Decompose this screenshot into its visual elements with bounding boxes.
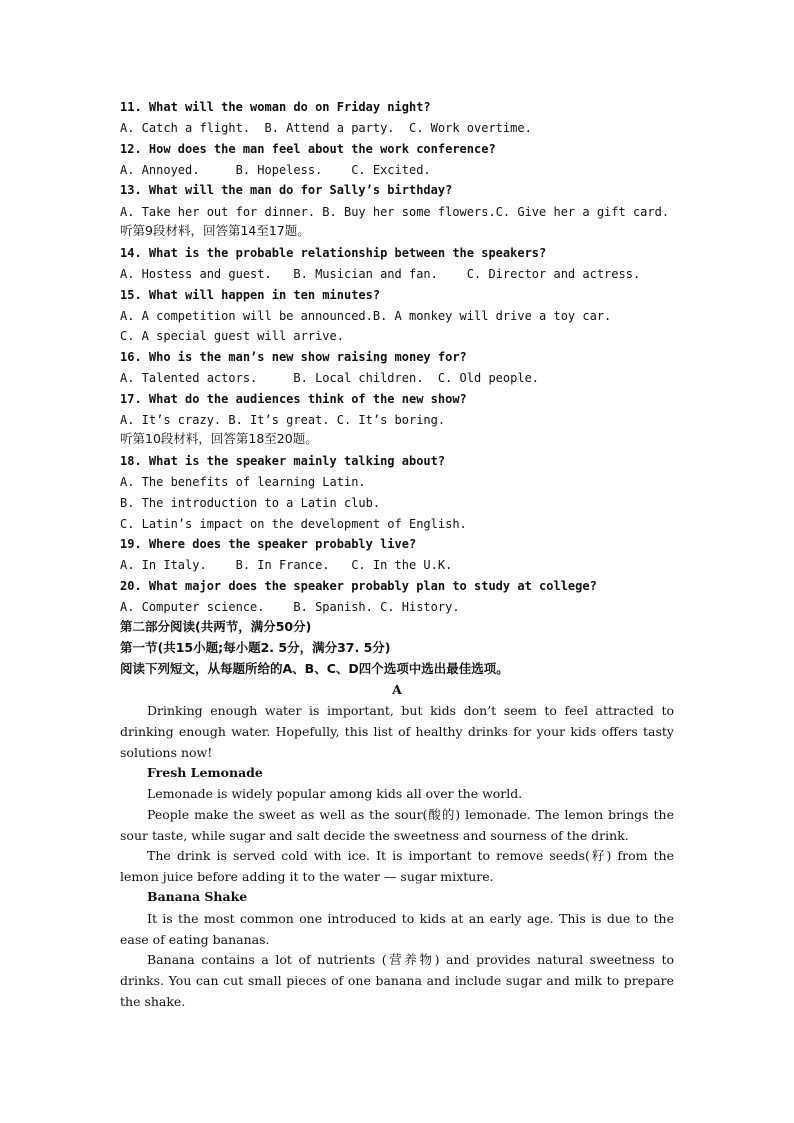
section-one-title: 第一节(共15小题;每小题2. 5分，满分37. 5分) bbox=[120, 640, 391, 655]
question-18-option-b: B. The introduction to a Latin club. bbox=[120, 496, 381, 510]
question-12-options: A. Annoyed. B. Hopeless. C. Excited. bbox=[120, 163, 431, 177]
question-15-options-line2: C. A special guest will arrive. bbox=[120, 329, 344, 343]
question-12-stem: 12. How does the man feel about the work conference? bbox=[120, 142, 496, 156]
question-11-options: A. Catch a flight. B. Attend a party. C. Work overtime. bbox=[120, 121, 532, 135]
question-16-stem: 16. Who is the man’s new show raising money for? bbox=[120, 350, 467, 364]
question-16-options: A. Talented actors. B. Local children. C. Old people. bbox=[120, 371, 540, 385]
passage-intro: Drinking enough water is important, but kids don’t seem to feel attracted to drinking enough water. Hopefully, this list of healthy drinks for your kids offers tasty solutions now! bbox=[120, 703, 674, 760]
question-20-options: A. Computer science. B. Spanish. C. History. bbox=[120, 600, 460, 614]
banana-paragraph-2: Banana contains a lot of nutrients (营养物) and provides natural sweetness to drinks. You can cut small pieces of one banana and include sugar and milk to prepare the shake. bbox=[120, 952, 674, 1009]
lemonade-paragraph-2: People make the sweet as well as the sour(酸的) lemonade. The lemon brings the sour taste, while sugar and salt decide the sweetness and sourness of the drink. bbox=[120, 807, 674, 843]
banana-paragraph-1: It is the most common one introduced to kids at an early age. This is due to the ease of eating bananas. bbox=[120, 911, 674, 947]
instruction-material-9: 听第9段材料，回答第14至17题。 bbox=[120, 223, 310, 238]
question-18-option-c: C. Latin’s impact on the development of English. bbox=[120, 517, 467, 531]
question-19-stem: 19. Where does the speaker probably live? bbox=[120, 537, 417, 551]
lemonade-paragraph-1: Lemonade is widely popular among kids all over the world. bbox=[147, 786, 523, 801]
question-20-stem: 20. What major does the speaker probably plan to study at college? bbox=[120, 579, 597, 593]
question-17-stem: 17. What do the audiences think of the new show? bbox=[120, 392, 467, 406]
question-13-options: A. Take her out for dinner. B. Buy her some flowers.C. Give her a gift card. bbox=[120, 205, 670, 219]
instruction-material-10: 听第10段材料，回答第18至20题。 bbox=[120, 431, 318, 446]
question-13-stem: 13. What will the man do for Sally’s birthday? bbox=[120, 183, 453, 197]
question-19-options: A. In Italy. B. In France. C. In the U.K. bbox=[120, 558, 453, 572]
question-17-options: A. It’s crazy. B. It’s great. C. It’s boring. bbox=[120, 413, 446, 427]
question-11-stem: 11. What will the woman do on Friday night? bbox=[120, 100, 431, 114]
question-15-options-line1: A. A competition will be announced.B. A monkey will drive a toy car. bbox=[120, 309, 612, 323]
lemonade-paragraph-3: The drink is served cold with ice. It is important to remove seeds(籽) from the lemon juice before adding it to the water — sugar mixture. bbox=[120, 848, 674, 884]
passage-label: A bbox=[392, 682, 402, 697]
question-18-stem: 18. What is the speaker mainly talking about? bbox=[120, 454, 446, 468]
part-two-title: 第二部分阅读(共两节，满分50分) bbox=[120, 619, 312, 634]
question-18-option-a: A. The benefits of learning Latin. bbox=[120, 475, 366, 489]
heading-fresh-lemonade: Fresh Lemonade bbox=[147, 765, 263, 780]
question-15-stem: 15. What will happen in ten minutes? bbox=[120, 288, 381, 302]
heading-banana-shake: Banana Shake bbox=[147, 889, 248, 904]
question-14-stem: 14. What is the probable relationship between the speakers? bbox=[120, 246, 547, 260]
question-14-options: A. Hostess and guest. B. Musician and fan. C. Director and actress. bbox=[120, 267, 641, 281]
reading-instruction: 阅读下列短文，从每题所给的A、B、C、D四个选项中选出最佳选项。 bbox=[120, 661, 509, 676]
